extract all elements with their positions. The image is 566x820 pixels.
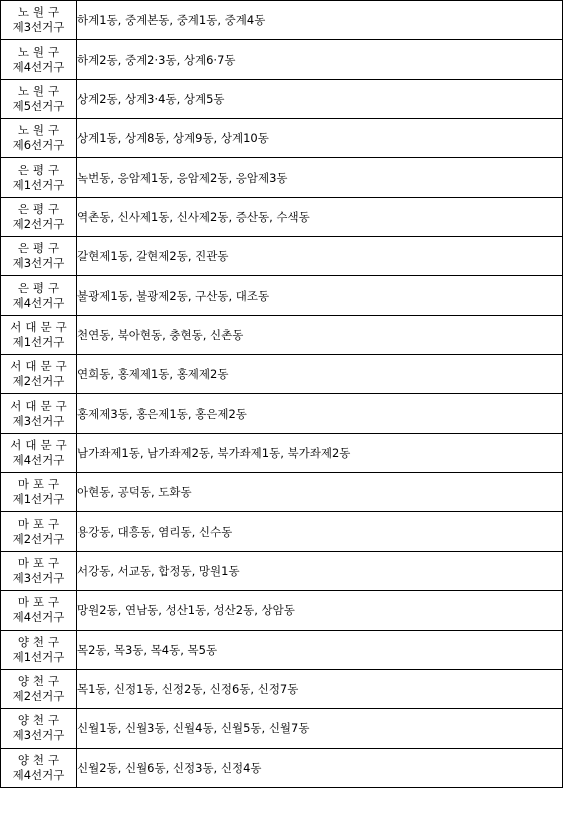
district-name-cell — [1, 197, 77, 236]
gu-name: 마포구 — [17, 477, 64, 492]
gu-name: 양천구 — [17, 634, 64, 649]
electoral-district: 제4선거구 — [12, 767, 65, 782]
dong-list-cell: 신월2동, 신월6동, 신정3동, 신정4동 — [77, 748, 563, 787]
gu-name: 서대문구 — [10, 359, 71, 374]
district-name-cell — [1, 40, 77, 79]
electoral-district: 제1선거구 — [12, 649, 65, 664]
table-row — [1, 512, 563, 551]
dong-list-cell: 하계1동, 중계본동, 중계1동, 중계4동 — [77, 1, 563, 40]
table-row — [1, 473, 563, 512]
district-name-cell — [1, 276, 77, 315]
table-row — [1, 276, 563, 315]
table-row — [1, 315, 563, 354]
district-name-cell — [1, 394, 77, 433]
dong-list-cell: 남가좌제1동, 남가좌제2동, 북가좌제1동, 북가좌제2동 — [77, 433, 563, 472]
electoral-district: 제3선거구 — [12, 20, 65, 35]
dong-list-cell: 천연동, 북아현동, 충현동, 신촌동 — [77, 315, 563, 354]
gu-name: 은평구 — [17, 162, 64, 177]
gu-name: 서대문구 — [10, 437, 71, 452]
gu-name: 양천구 — [17, 752, 64, 767]
dong-list-cell: 홍제제3동, 홍은제1동, 홍은제2동 — [77, 394, 563, 433]
table-row — [1, 197, 563, 236]
dong-list-cell: 녹번동, 응암제1동, 응암제2동, 응암제3동 — [77, 158, 563, 197]
electoral-district: 제4선거구 — [12, 295, 65, 310]
electoral-district: 제4선거구 — [12, 610, 65, 625]
gu-name: 마포구 — [17, 516, 64, 531]
dong-list-cell: 상계1동, 상계8동, 상계9동, 상계10동 — [77, 119, 563, 158]
gu-name: 마포구 — [17, 555, 64, 570]
dong-list-cell: 목1동, 신정1동, 신정2동, 신정6동, 신정7동 — [77, 669, 563, 708]
table-row — [1, 40, 563, 79]
dong-list-cell: 망원2동, 연남동, 성산1동, 성산2동, 상암동 — [77, 591, 563, 630]
dong-list-cell: 서강동, 서교동, 합정동, 망원1동 — [77, 551, 563, 590]
table-row — [1, 355, 563, 394]
table-row — [1, 591, 563, 630]
gu-name: 은평구 — [17, 201, 64, 216]
district-name-cell — [1, 748, 77, 787]
district-name-cell — [1, 551, 77, 590]
electoral-district: 제2선거구 — [12, 374, 65, 389]
gu-name: 양천구 — [17, 674, 64, 689]
electoral-district: 제1선거구 — [12, 334, 65, 349]
gu-name: 은평구 — [17, 280, 64, 295]
district-name-cell — [1, 473, 77, 512]
electoral-district: 제4선거구 — [12, 452, 65, 467]
dong-list-cell: 신월1동, 신월3동, 신월4동, 신월5동, 신월7동 — [77, 709, 563, 748]
dong-list-cell: 용강동, 대흥동, 염리동, 신수동 — [77, 512, 563, 551]
table-row — [1, 119, 563, 158]
table-row — [1, 394, 563, 433]
table-row — [1, 551, 563, 590]
electoral-district: 제3선거구 — [12, 256, 65, 271]
table-row — [1, 748, 563, 787]
gu-name: 노원구 — [17, 44, 64, 59]
dong-list-cell: 상계2동, 상계3·4동, 상계5동 — [77, 79, 563, 118]
dong-list-cell: 하계2동, 중계2·3동, 상계6·7동 — [77, 40, 563, 79]
district-name-cell — [1, 1, 77, 40]
table-row — [1, 158, 563, 197]
table-row — [1, 237, 563, 276]
table-row — [1, 433, 563, 472]
district-name-cell — [1, 433, 77, 472]
district-name-cell — [1, 630, 77, 669]
electoral-district: 제1선거구 — [12, 177, 65, 192]
district-name-cell — [1, 709, 77, 748]
electoral-district: 제4선거구 — [12, 59, 65, 74]
table-row — [1, 1, 563, 40]
gu-name: 노원구 — [17, 83, 64, 98]
district-name-cell — [1, 119, 77, 158]
electoral-district: 제3선거구 — [12, 413, 65, 428]
electoral-district: 제1선거구 — [12, 492, 65, 507]
district-name-cell — [1, 315, 77, 354]
district-name-cell — [1, 158, 77, 197]
electoral-district: 제2선거구 — [12, 689, 65, 704]
electoral-district: 제2선거구 — [12, 531, 65, 546]
gu-name: 노원구 — [17, 5, 64, 20]
district-name-cell — [1, 591, 77, 630]
electoral-district: 제3선거구 — [12, 728, 65, 743]
electoral-district: 제2선거구 — [12, 216, 65, 231]
electoral-district: 제6선거구 — [12, 138, 65, 153]
gu-name: 서대문구 — [10, 398, 71, 413]
district-name-cell — [1, 79, 77, 118]
district-name-cell — [1, 355, 77, 394]
table-row — [1, 709, 563, 748]
gu-name: 은평구 — [17, 241, 64, 256]
district-name-cell — [1, 669, 77, 708]
gu-name: 마포구 — [17, 595, 64, 610]
dong-list-cell: 불광제1동, 불광제2동, 구산동, 대조동 — [77, 276, 563, 315]
dong-list-cell: 아현동, 공덕동, 도화동 — [77, 473, 563, 512]
table-row — [1, 79, 563, 118]
dong-list-cell: 목2동, 목3동, 목4동, 목5동 — [77, 630, 563, 669]
dong-list-cell: 역촌동, 신사제1동, 신사제2동, 증산동, 수색동 — [77, 197, 563, 236]
electoral-district: 제5선거구 — [12, 98, 65, 113]
electoral-district: 제3선거구 — [12, 570, 65, 585]
district-table-body — [1, 1, 563, 788]
dong-list-cell: 갈현제1동, 갈현제2동, 진관동 — [77, 237, 563, 276]
district-name-cell — [1, 237, 77, 276]
district-name-cell — [1, 512, 77, 551]
dong-list-cell: 연희동, 홍제제1동, 홍제제2동 — [77, 355, 563, 394]
table-row — [1, 669, 563, 708]
gu-name: 서대문구 — [10, 319, 71, 334]
table-row — [1, 630, 563, 669]
gu-name: 노원구 — [17, 123, 64, 138]
gu-name: 양천구 — [17, 713, 64, 728]
